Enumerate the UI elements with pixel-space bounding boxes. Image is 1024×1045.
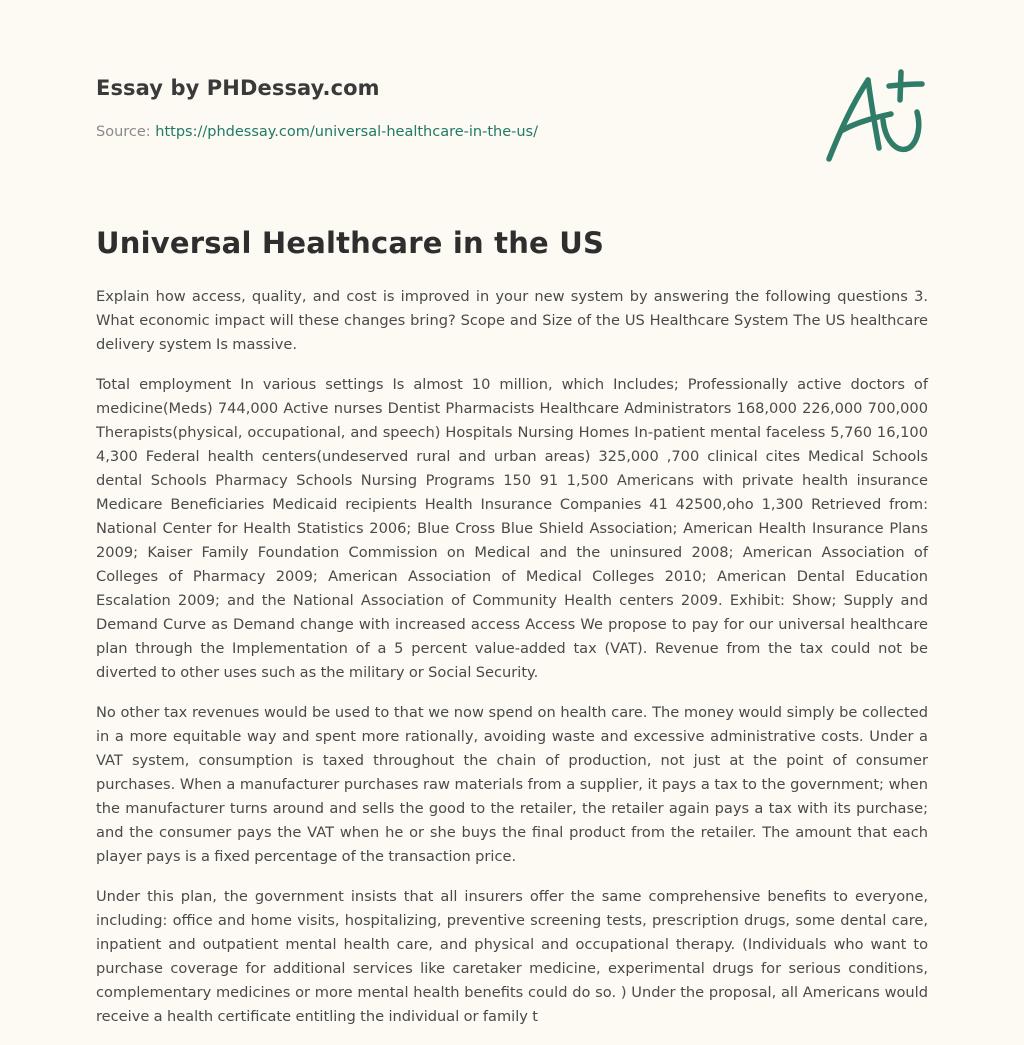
essay-title: Universal Healthcare in the US xyxy=(96,226,605,260)
essay-paragraph: No other tax revenues would be used to that we now spend on health care. The money would simply be collected in a more equitable way and spent more rationally, avoiding waste and excessive administrative costs. Under a VAT system, consumption is taxed throughout the chain of production, not just at the point of consumer purchases. When a manufacturer purchases raw materials from a supplier, it pays a tax to the government; when the manufacturer turns around and sells the good to the retailer, the retailer again pays a tax with its purchase; and the consumer pays the VAT when he or she buys the final product from the retailer. The amount that each player pays is a fixed percentage of the transaction price. xyxy=(96,704,928,865)
site-title: Essay by PHDessay.com xyxy=(96,76,380,100)
source-link[interactable]: https://phdessay.com/universal-healthcare-in-the-us/ xyxy=(155,124,538,140)
essay-paragraph: Total employment In various settings Is almost 10 million, which Includes; Professionally active doctors of medicine(Meds) 744,000 Active nurses Dentist Pharmacists Healthcare Administrators 168,000 226,000 700,000 Therapists(physical, occupational, and speech) Hospitals Nursing Homes In-patient mental faceless 5,760 16,100 4,300 Federal health centers(undeserved rural and urban areas) 325,000 ,700 clinical cites Medical Schools dental Schools Pharmacy Schools Nursing Programs 150 91 1,500 Americans with private health insurance Medicare Beneficiaries Medicaid recipients Health Insurance Companies 41 42500,oho 1,300 Retrieved from: National Center for Health Statistics 2006; Blue Cross Blue Shield Association; American Health Insurance Plans 2009; Kaiser Family Foundation Commission on Medical and the uninsured 2008; American Association of Colleges of Pharmacy 2009; American Association of Medical Colleges 2010; American Dental Education Escalation 2009; and the National Association of Community Health centers 2009. Exhibit: Show; Supply and Demand Curve as Demand change with increased access Access We propose to pay for our universal healthcare plan through the Implementation of a 5 percent value-added tax (VAT). Revenue from the tax could not be diverted to other uses such as the military or Social Security. xyxy=(96,376,928,681)
essay-paragraph: Under this plan, the government insists that all insurers offer the same comprehensive benefits to everyone, including: office and home visits, hospitalizing, preventive screening tests, prescription drugs, some dental care, inpatient and outpatient mental health care, and physical and occupational therapy. (Individuals who want to purchase coverage for additional services like caretaker medicine, experimental drugs for serious conditions, complementary medicines or more mental health benefits could do so. ) Under the proposal, all Americans would receive a health certificate entitling the individual or family t xyxy=(96,888,928,1025)
a-plus-logo-icon xyxy=(825,68,925,164)
essay-paragraph: Explain how access, quality, and cost is improved in your new system by answering the following questions 3. What economic impact will these changes bring? Scope and Size of the US Healthcare System The US healthcare delivery system Is massive. xyxy=(96,288,928,353)
source-label: Source: xyxy=(96,124,151,140)
essay-body xyxy=(96,285,928,1045)
source-line xyxy=(96,124,538,140)
